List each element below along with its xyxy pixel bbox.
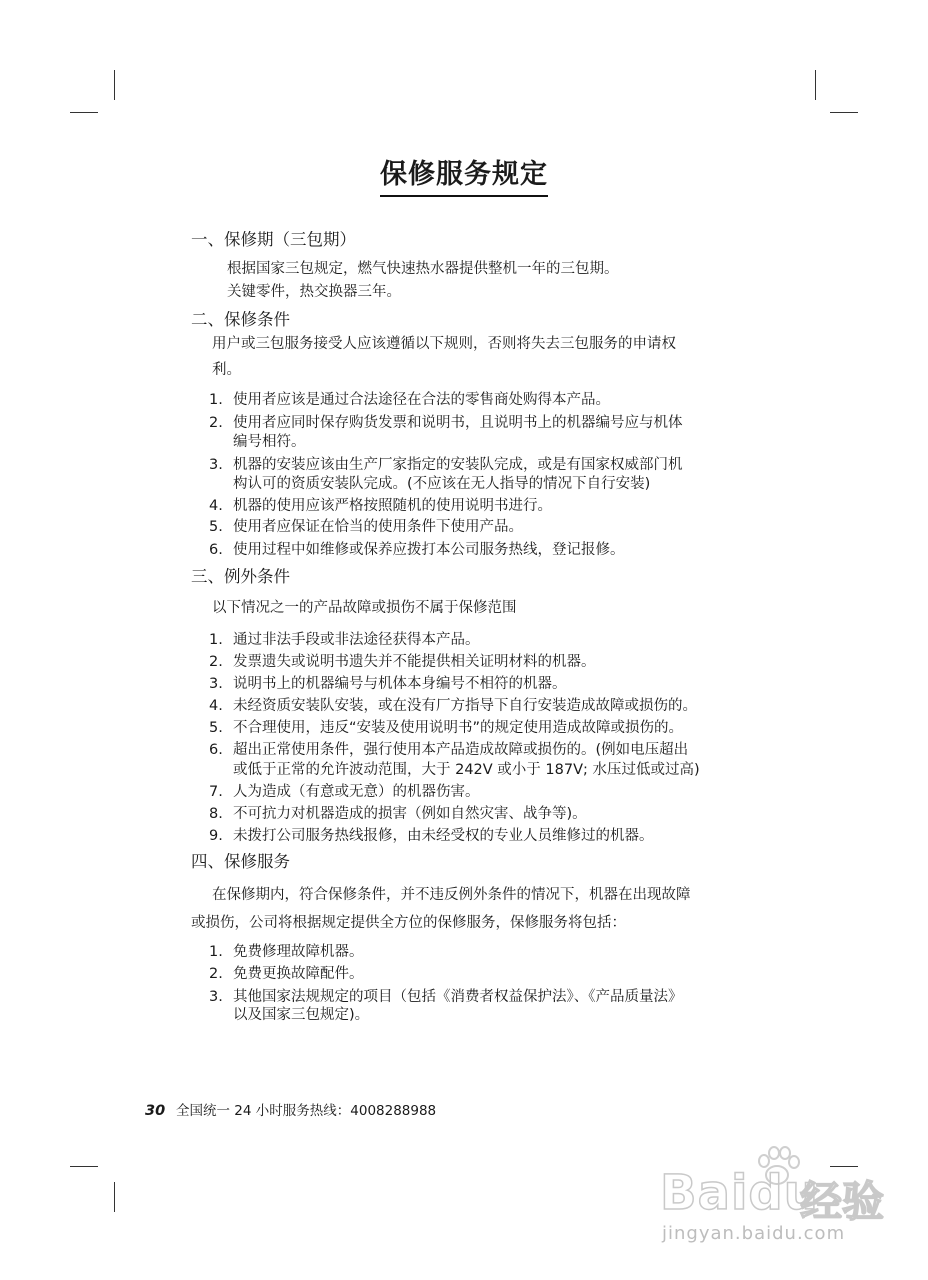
section-heading: 二、保修条件 xyxy=(191,310,290,329)
page-number: 30 xyxy=(145,1103,166,1119)
body-text: 用户或三包服务接受人应该遵循以下规则，否则将失去三包服务的申请权 xyxy=(212,336,676,352)
list-item: 其他国家法规规定的项目（包括《消费者权益保护法》、《产品质量法》 xyxy=(233,989,683,1005)
section-heading: 三、例外条件 xyxy=(191,567,290,586)
list-number: 1. xyxy=(209,944,223,960)
list-item: 人为造成（有意或无意）的机器伤害。 xyxy=(233,784,480,800)
list-number: 2. xyxy=(209,654,223,670)
list-item: 编号相符。 xyxy=(233,434,306,450)
list-item: 不可抗力对机器造成的损害（例如自然灾害、战争等)。 xyxy=(233,806,587,822)
list-number: 9. xyxy=(209,828,223,844)
list-number: 4. xyxy=(209,698,223,714)
body-text: 关键零件，热交换器三年。 xyxy=(227,284,401,300)
crop-mark xyxy=(70,112,98,113)
list-number: 3. xyxy=(209,676,223,692)
list-item: 发票遗失或说明书遗失并不能提供相关证明材料的机器。 xyxy=(233,654,596,670)
list-item: 通过非法手段或非法途径获得本产品。 xyxy=(233,632,480,648)
list-item: 说明书上的机器编号与机体本身编号不相符的机器。 xyxy=(233,676,567,692)
body-text: 在保修期内，符合保修条件，并不违反例外条件的情况下，机器在出现故障 xyxy=(212,887,691,903)
list-item: 不合理使用，违反“安装及使用说明书”的规定使用造成故障或损伤的。 xyxy=(233,720,684,736)
crop-mark xyxy=(114,1182,115,1212)
list-number: 6. xyxy=(209,542,223,558)
list-item: 免费更换故障配件。 xyxy=(233,966,364,982)
list-number: 1. xyxy=(209,392,223,408)
list-number: 3. xyxy=(209,457,223,473)
list-number: 2. xyxy=(209,415,223,431)
baidu-watermark xyxy=(660,1145,910,1245)
list-number: 1. xyxy=(209,632,223,648)
list-item: 未拨打公司服务热线报修，由未经受权的专业人员维修过的机器。 xyxy=(233,828,654,844)
list-number: 2. xyxy=(209,966,223,982)
body-text: 或损伤，公司将根据规定提供全方位的保修服务，保修服务将包括： xyxy=(191,915,626,931)
list-item: 免费修理故障机器。 xyxy=(233,944,364,960)
list-item: 超出正常使用条件，强行使用本产品造成故障或损伤的。(例如电压超出 xyxy=(233,742,689,758)
list-item: 使用者应同时保存购货发票和说明书，且说明书上的机器编号应与机体 xyxy=(233,415,683,431)
list-item: 机器的使用应该严格按照随机的使用说明书进行。 xyxy=(233,498,552,514)
crop-mark xyxy=(815,70,816,100)
list-item: 以及国家三包规定)。 xyxy=(233,1007,370,1023)
list-item: 使用者应保证在恰当的使用条件下使用产品。 xyxy=(233,519,523,535)
page-title: 保修服务规定 xyxy=(0,158,928,197)
body-text: 利。 xyxy=(212,362,241,378)
body-text: 以下情况之一的产品故障或损伤不属于保修范围 xyxy=(212,600,517,616)
list-item: 未经资质安装队安装，或在没有厂方指导下自行安装造成故障或损伤的。 xyxy=(233,698,697,714)
list-number: 4. xyxy=(209,498,223,514)
body-text: 根据国家三包规定，燃气快速热水器提供整机一年的三包期。 xyxy=(227,261,619,277)
list-number: 5. xyxy=(209,720,223,736)
list-item: 使用过程中如维修或保养应拨打本公司服务热线，登记报修。 xyxy=(233,542,625,558)
watermark-logo-text: Baidu xyxy=(660,1165,819,1221)
list-item: 或低于正常的允许波动范围，大于 242V 或小于 187V; 水压过低或过高) xyxy=(233,762,700,778)
list-number: 3. xyxy=(209,989,223,1005)
crop-mark xyxy=(830,112,858,113)
hotline-text: 全国统一 24 小时服务热线：4008288988 xyxy=(176,1103,437,1119)
section-heading: 四、保修服务 xyxy=(191,852,290,871)
section-heading: 一、保修期（三包期） xyxy=(191,230,356,249)
list-number: 7. xyxy=(209,784,223,800)
list-number: 8. xyxy=(209,806,223,822)
crop-mark xyxy=(70,1166,98,1167)
list-item: 使用者应该是通过合法途径在合法的零售商处购得本产品。 xyxy=(233,392,610,408)
crop-mark xyxy=(114,70,115,100)
list-number: 6. xyxy=(209,742,223,758)
list-number: 5. xyxy=(209,519,223,535)
list-item: 机器的安装应该由生产厂家指定的安装队完成，或是有国家权威部门机 xyxy=(233,457,683,473)
watermark-logo-cn: 经验 xyxy=(800,1177,885,1226)
watermark-url: jingyan.baidu.com xyxy=(662,1223,846,1244)
list-item: 构认可的资质安装队完成。(不应该在无人指导的情况下自行安装) xyxy=(233,476,651,492)
